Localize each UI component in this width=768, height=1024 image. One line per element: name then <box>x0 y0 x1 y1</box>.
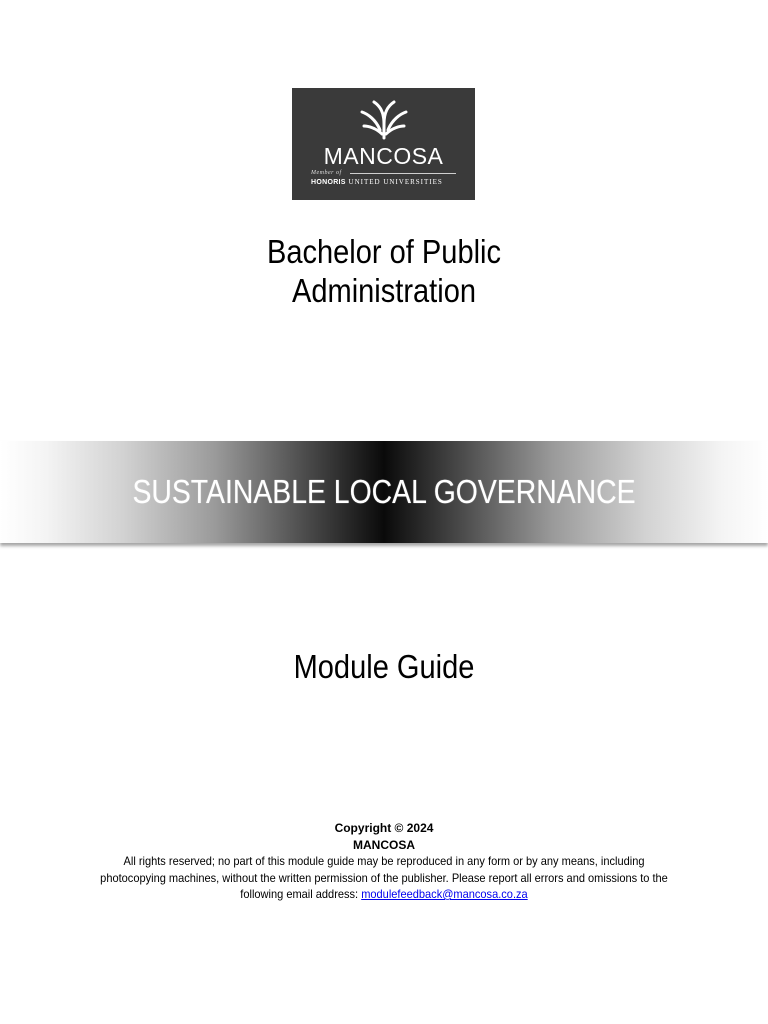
degree-title-line-1: Bachelor of Public <box>266 233 502 270</box>
module-banner <box>0 441 768 543</box>
degree-title-line-2: Administration <box>291 272 477 309</box>
rights-notice-text: All rights reserved; no part of this module guide may be reproduced in any form or by any means, including photocopying machines, without the written permission of the publisher. Please report all errors and omissions to the following email address: <box>100 854 668 901</box>
copyright-line: Copyright © 2024 <box>334 821 434 835</box>
degree-title <box>46 232 722 310</box>
logo-affiliation-rest: UNITED UNIVERSITIES <box>348 178 443 186</box>
logo-divider <box>350 173 456 174</box>
module-title: SUSTAINABLE LOCAL GOVERNANCE <box>132 473 636 510</box>
logo-affiliation-brand: HONORIS <box>311 179 346 186</box>
publisher-name: MANCOSA <box>353 837 415 852</box>
guide-title: Module Guide <box>293 648 475 685</box>
logo-member-of: Member of <box>311 170 342 176</box>
logo-wordmark: MANCOSA <box>323 143 444 169</box>
rights-notice <box>90 853 679 903</box>
feedback-email-link[interactable]: modulefeedback@mancosa.co.za <box>361 887 528 901</box>
logo-affiliation <box>311 178 461 187</box>
mancosa-logo <box>292 88 475 200</box>
tree-emblem-icon <box>358 98 410 140</box>
copyright-block <box>84 820 684 903</box>
